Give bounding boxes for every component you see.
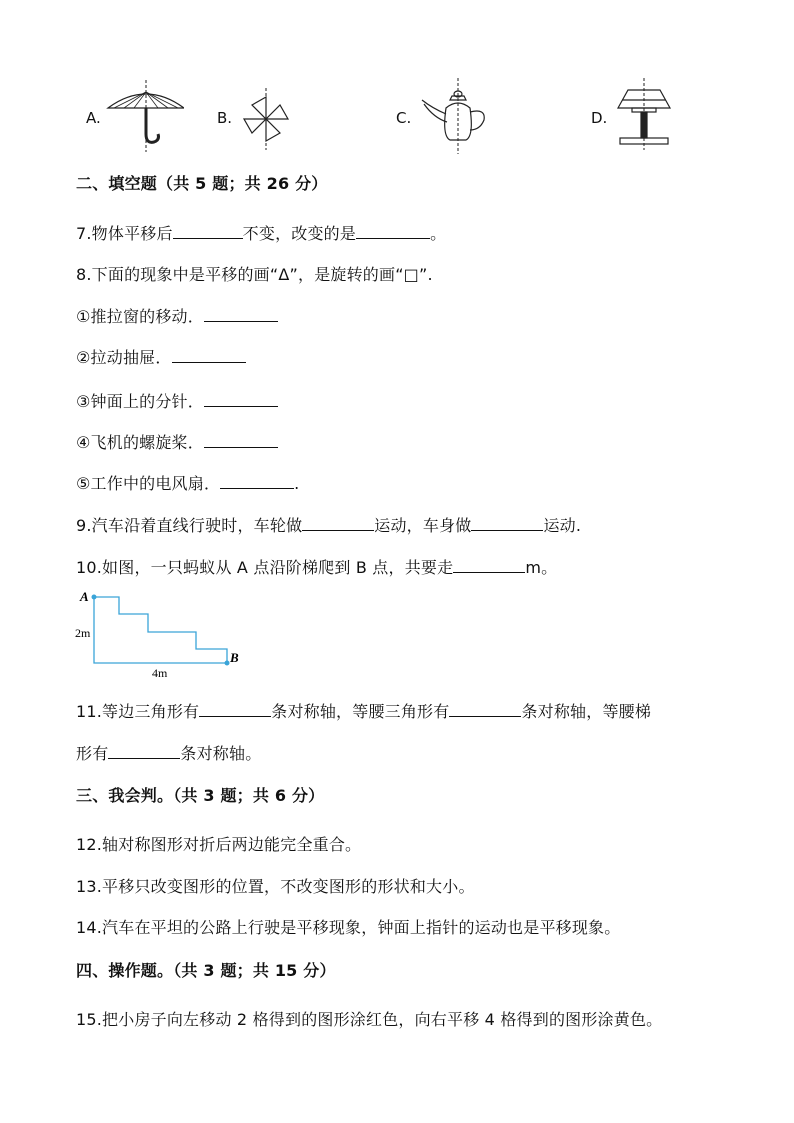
section-4-heading: 四、操作题。（共 3 题；共 15 分）: [76, 961, 336, 980]
question-14: 14.汽车在平坦的公路上行驶是平移现象，钟面上指针的运动也是平移现象。: [76, 918, 621, 937]
question-8-item: ⑤工作中的电风扇． .: [76, 474, 300, 493]
lamp-figure: [612, 78, 676, 150]
option-d-label: D.: [591, 109, 608, 127]
question-12: 12.轴对称图形对折后两边能完全重合。: [76, 835, 362, 854]
question-7: 7.物体平移后 不变，改变的是 。: [76, 224, 447, 243]
answer-blank[interactable]: [199, 702, 271, 717]
question-11-continued: 形有 条对称轴。: [76, 744, 262, 763]
height-label: 2m: [75, 626, 91, 640]
point-b-label: B: [230, 650, 239, 665]
point-a-label: A: [80, 589, 89, 604]
point-a-marker: [92, 595, 97, 600]
option-b-label: B.: [217, 109, 233, 127]
answer-blank[interactable]: [220, 474, 294, 489]
section-2-heading: 二、填空题（共 5 题；共 26 分）: [76, 174, 328, 193]
option-a-label: A.: [86, 109, 101, 127]
stairs-figure: [74, 586, 250, 682]
answer-blank[interactable]: [453, 558, 525, 573]
question-13: 13.平移只改变图形的位置，不改变图形的形状和大小。: [76, 877, 475, 896]
answer-blank[interactable]: [471, 516, 543, 531]
question-8-item: ④飞机的螺旋桨．: [76, 430, 278, 453]
section-3-heading: 三、我会判。（共 3 题；共 6 分）: [76, 786, 325, 805]
question-9: 9.汽车沿着直线行驶时，车轮做 运动，车身做 运动.: [76, 516, 582, 535]
answer-blank[interactable]: [204, 307, 278, 322]
umbrella-figure: [104, 78, 184, 154]
question-10: 10.如图，一只蚂蚁从 A 点沿阶梯爬到 B 点，共要走 m。: [76, 558, 558, 577]
question-8-item: ①推拉窗的移动．: [76, 304, 278, 327]
question-15: 15.把小房子向左移动 2 格得到的图形涂红色，向右平移 4 格得到的图形涂黄色。: [76, 1010, 663, 1029]
question-11: 11.等边三角形有 条对称轴，等腰三角形有 条对称轴，等腰梯: [76, 702, 652, 721]
answer-blank[interactable]: [173, 224, 243, 239]
answer-blank[interactable]: [204, 433, 278, 448]
answer-blank[interactable]: [204, 392, 278, 407]
width-label: 4m: [152, 666, 168, 680]
teapot-figure: [414, 78, 494, 154]
question-8-item: ③钟面上的分针．: [76, 389, 278, 412]
answer-blank[interactable]: [108, 744, 180, 759]
answer-blank[interactable]: [449, 702, 521, 717]
pinwheel-figure: [238, 88, 298, 150]
answer-blank[interactable]: [356, 224, 430, 239]
answer-blank[interactable]: [302, 516, 374, 531]
answer-blank[interactable]: [172, 348, 246, 363]
point-b-marker: [225, 661, 230, 666]
question-8-intro: 8.下面的现象中是平移的画“Δ”，是旋转的画“□”.: [76, 265, 433, 284]
option-c-label: C.: [396, 109, 412, 127]
question-8-item: ②拉动抽屉．: [76, 345, 246, 368]
